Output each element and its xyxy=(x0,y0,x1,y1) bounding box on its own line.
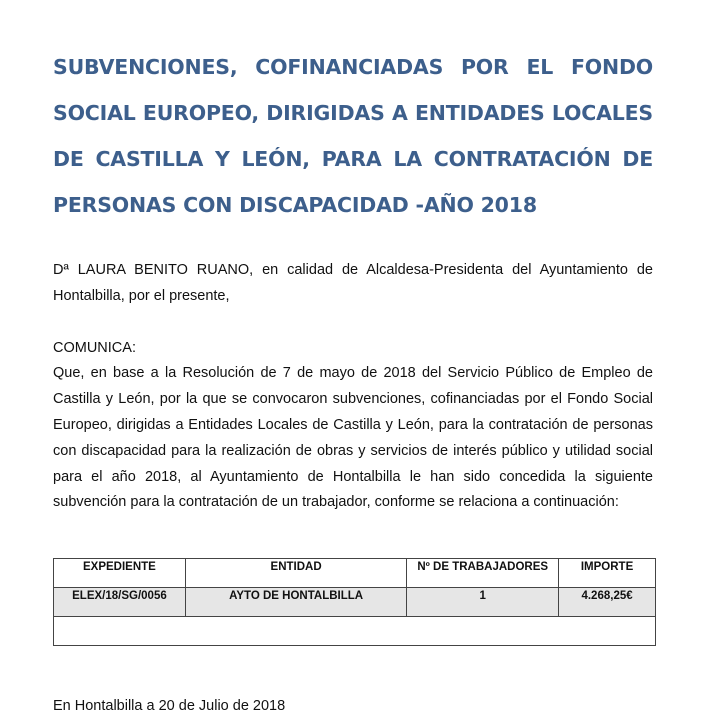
header-trabajadores: Nº DE TRABAJADORES xyxy=(407,559,559,588)
cell-trabajadores: 1 xyxy=(407,588,559,617)
body-paragraph: Que, en base a la Resolución de 7 de mayo de 2018 del Servicio Público de Empleo de Castilla y León, por la que se convocaron subvenciones, cofinanciadas por el Fondo Social Europeo, dirigidas a Entidades Locales de Castilla y León, para la contratación de personas con discapacidad para la realización de obras y servicios de interés público y utilidad social para el año 2018, al Ayuntamiento de Hontalbilla le han sido concedida la siguiente subvención para la contratación de un trabajador, conforme se relaciona a continuación: xyxy=(53,365,653,511)
greeting-paragraph: Dª LAURA BENITO RUANO, en calidad de Alcaldesa-Presidenta del Ayuntamiento de Hontalbilla, por el presente, xyxy=(53,262,653,304)
header-importe: IMPORTE xyxy=(559,559,656,588)
header-entidad: ENTIDAD xyxy=(185,559,406,588)
table-header-row xyxy=(54,559,656,588)
closing-line: En Hontalbilla a 20 de Julio de 2018 xyxy=(53,698,286,714)
cell-importe: 4.268,25€ xyxy=(559,588,656,617)
cell-entidad: AYTO DE HONTALBILLA xyxy=(185,588,406,617)
document-title: SUBVENCIONES, COFINANCIADAS POR EL FONDO SOCIAL EUROPEO, DIRIGIDAS A ENTIDADES LOCALES DE CASTILLA Y LEÓN, PARA LA CONTRATACIÓN DE PERSONAS CON DISCAPACIDAD -AÑO 2018 xyxy=(53,55,653,217)
grant-table xyxy=(53,558,656,646)
cell-expediente: ELEX/18/SG/0056 xyxy=(54,588,186,617)
document-page xyxy=(53,44,653,516)
comunica-label: COMUNICA: xyxy=(53,339,136,356)
table-empty-row xyxy=(54,617,656,646)
table-row xyxy=(54,588,656,617)
empty-cell xyxy=(54,617,656,646)
header-expediente: EXPEDIENTE xyxy=(54,559,186,588)
